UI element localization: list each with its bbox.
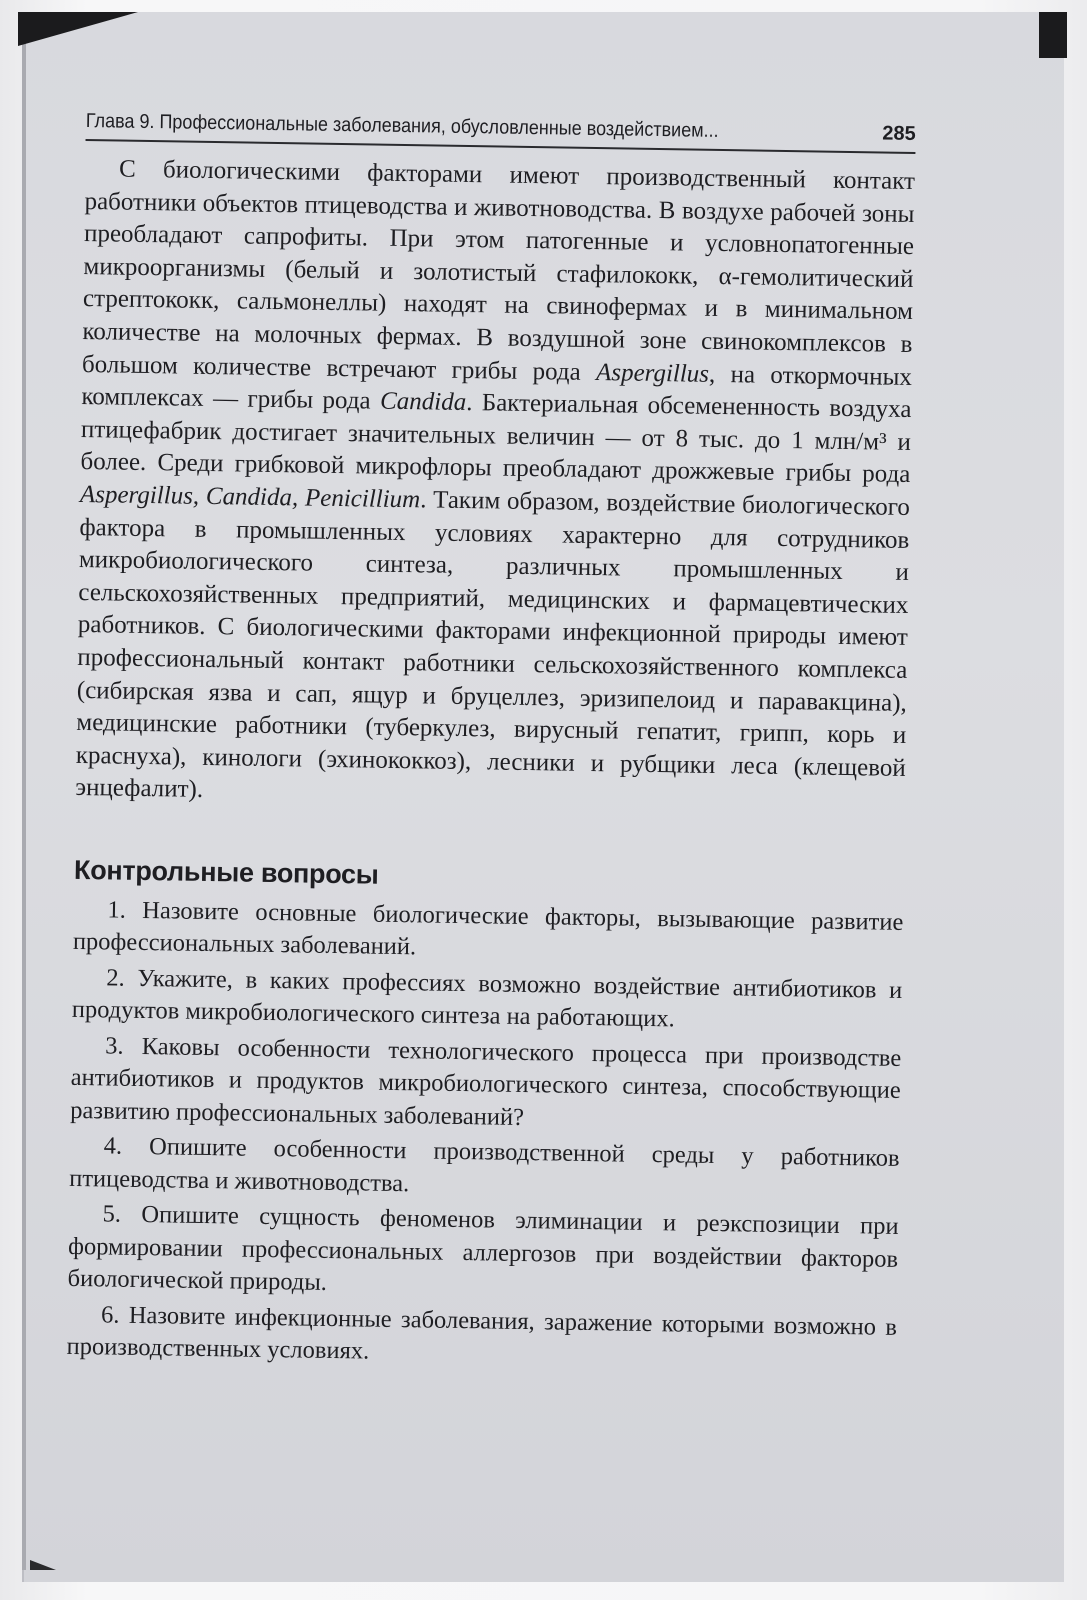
question-item: 3. Каковы особенности технологического процесса при производстве антибиотиков и продуктов микробиологического синтеза, способствующие развитию профессиональных заболеваний? [70, 1032, 902, 1131]
genera-list: Aspergillus, Candida, Penicillium [79, 480, 421, 514]
question-item: 4. Опишите особенности производственной среды у работников птицеводства и животноводства. [69, 1132, 900, 1198]
scan-corner-left [18, 12, 138, 46]
page-content [66, 110, 916, 1380]
question-item: 6. Назовите инфекционные заболевания, заражение которыми возможно в производственных условиях. [66, 1301, 898, 1365]
body-text-3: . Бактериальная обсемененность воздуха птицефабрик достигает значительных величин — от 8 тыс. до 1 млн/м³ и более. Среди грибковой микрофлоры преобладают дрожжевые грибы рода [80, 389, 912, 489]
questions-list [66, 894, 903, 1377]
chapter-title: Глава 9. Профессиональные заболевания, обусловленные воздействием... [85, 110, 719, 142]
scan-corner-right [1039, 12, 1067, 58]
question-item: 2. Укажите, в каких профессиях возможно воздействие антибиотиков и продуктов микробиологического синтеза на работающих. [71, 964, 903, 1033]
body-text-1: С биологическими факторами имеют производственный контакт работники объектов птицеводства и животноводства. В воздухе рабочей зоны преобладают сапрофиты. При этом патогенные и условнопатогенные микроорганизмы (белый и золотистый стафилококк, α-гемолитический стрептококк, сальмонеллы) находят на свинофермах и в минимальном количестве на молочных фермах. В воздушной зоне свинокомплексов в большом количестве встречают грибы рода [81, 155, 916, 386]
question-item: 5. Опишите сущность феноменов элиминации и реэкспозиции при формировании профессиональных аллергозов при воздействии факторов биологической природы. [67, 1200, 899, 1297]
section-title: Контрольные вопросы [73, 854, 379, 890]
page-edge-shadow [22, 40, 26, 1570]
genus-aspergillus: Aspergillus [595, 358, 710, 388]
scan-bottom-mark [30, 1560, 56, 1570]
page-number: 285 [882, 122, 916, 146]
body-paragraph [75, 153, 915, 818]
body-text-4: . Таким образом, воздействие биологического фактора в промышленных условиях характерно для сотрудников микробиологического синтеза, различных промышленных и сельскохозяйственных предприятий, медицинских и фармацевтических работников. С биологическими факторами инфекционной природы имеют профессиональный контакт работники сельскохозяйственного комплекса (сибирская язва и сап, ящур и бруцеллез, эризипелоид и паравакцина), медицинские работники (туберкулез, вирусный гепатит, грипп, корь и краснуха), кинологи (эхинококкоз), лесники и рубщики леса (клещевой энцефалит). [75, 486, 911, 804]
body-text-2: , на откормочных комплексах — грибы рода [81, 360, 913, 415]
genus-candida: Candida [379, 387, 467, 417]
question-item: 1. Назовите основные биологические факторы, вызывающие развитие профессиональных заболеваний. [72, 896, 904, 961]
